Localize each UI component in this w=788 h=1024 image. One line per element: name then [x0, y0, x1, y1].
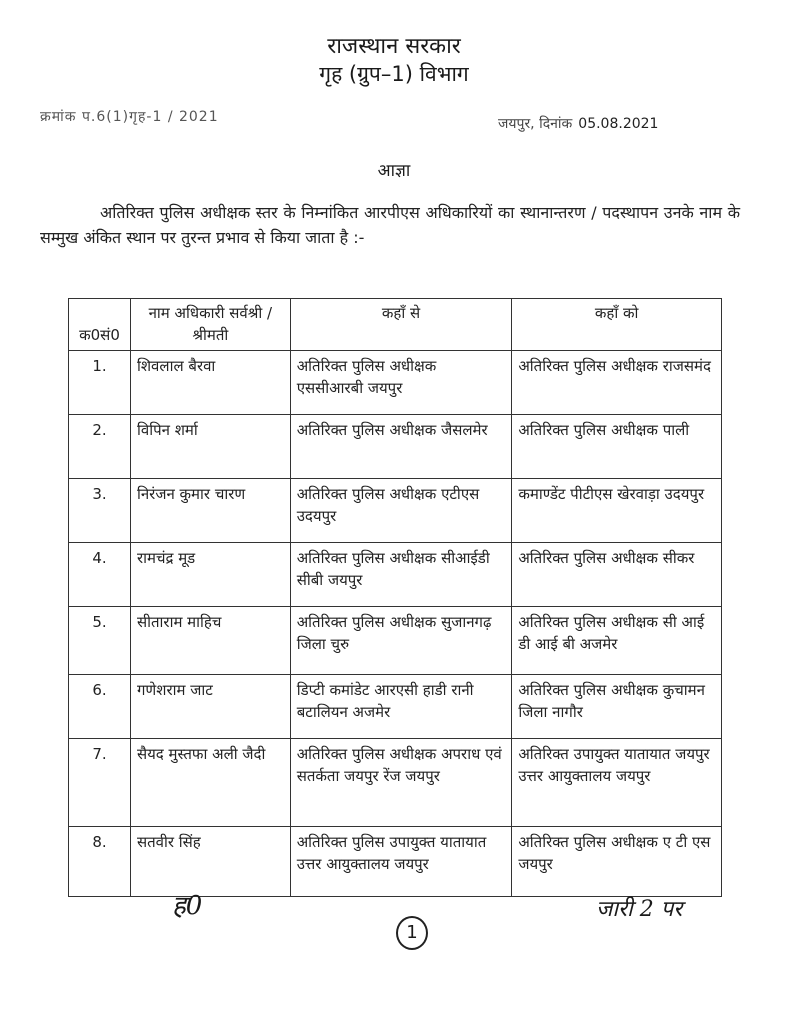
order-date: 05.08.2021	[578, 116, 659, 132]
row-name: सीताराम माहिच	[130, 607, 290, 675]
table-row	[69, 351, 722, 415]
row-to: कमाण्डेंट पीटीएस खेरवाड़ा उदयपुर	[512, 479, 722, 543]
order-title: आज्ञा	[377, 161, 411, 181]
table-row	[69, 479, 722, 543]
row-name: सैयद मुस्तफा अली जैदी	[130, 739, 290, 827]
row-from: अतिरिक्त पुलिस उपायुक्त यातायात उत्तर आयुक्तालय जयपुर	[290, 827, 512, 897]
row-to: अतिरिक्त पुलिस अधीक्षक कुचामन जिला नागौर	[512, 675, 722, 739]
page-number: 1	[396, 916, 428, 950]
table-row	[69, 675, 722, 739]
header-serial: क0सं0	[69, 299, 131, 351]
row-from: अतिरिक्त पुलिस अधीक्षक एससीआरबी जयपुर	[290, 351, 512, 415]
row-from: अतिरिक्त पुलिस अधीक्षक जैसलमेर	[290, 415, 512, 479]
row-name: निरंजन कुमार चारण	[130, 479, 290, 543]
place-label: जयपुर, दिनांक	[498, 116, 573, 132]
table-row	[69, 607, 722, 675]
table-row	[69, 827, 722, 897]
row-to: अतिरिक्त पुलिस अधीक्षक सीकर	[512, 543, 722, 607]
row-to: अतिरिक्त पुलिस अधीक्षक ए टी एस जयपुर	[512, 827, 722, 897]
row-from: अतिरिक्त पुलिस अधीक्षक एटीएस उदयपुर	[290, 479, 512, 543]
row-to: अतिरिक्त पुलिस अधीक्षक राजसमंद	[512, 351, 722, 415]
table-header-row	[69, 299, 722, 351]
row-serial: 7.	[69, 739, 131, 827]
table-row	[69, 543, 722, 607]
row-from: डिप्टी कमांडेट आरएसी हाडी रानी बटालियन अजमेर	[290, 675, 512, 739]
row-serial: 8.	[69, 827, 131, 897]
signature: ह0	[172, 891, 203, 921]
continued-note: जारी 2 पर	[596, 897, 683, 922]
transfer-table	[68, 298, 722, 897]
row-serial: 4.	[69, 543, 131, 607]
table-row	[69, 415, 722, 479]
table-row	[69, 739, 722, 827]
row-name: गणेशराम जाट	[130, 675, 290, 739]
government-heading: राजस्थान सरकार	[327, 34, 461, 59]
place-date	[498, 114, 658, 133]
row-name: सतवीर सिंह	[130, 827, 290, 897]
header-to: कहाँ को	[512, 299, 722, 351]
reference-number: क्रमांक प.6(1)गृह-1 / 2021	[40, 109, 219, 125]
department-heading: गृह (ग्रुप–1) विभाग	[319, 62, 469, 86]
row-from: अतिरिक्त पुलिस अधीक्षक सुजानगढ़ जिला चुरु	[290, 607, 512, 675]
row-serial: 3.	[69, 479, 131, 543]
header-from: कहाँ से	[290, 299, 512, 351]
row-from: अतिरिक्त पुलिस अधीक्षक सीआईडी सीबी जयपुर	[290, 543, 512, 607]
row-name: रामचंद्र मूड	[130, 543, 290, 607]
header-name: नाम अधिकारी सर्वश्री / श्रीमती	[130, 299, 290, 351]
row-name: विपिन शर्मा	[130, 415, 290, 479]
row-serial: 2.	[69, 415, 131, 479]
row-to: अतिरिक्त पुलिस अधीक्षक सी आई डी आई बी अजमेर	[512, 607, 722, 675]
order-body-text: अतिरिक्त पुलिस अधीक्षक स्तर के निम्नांकित आरपीएस अधिकारियों का स्थानान्तरण / पदस्थापन उनके नाम के सम्मुख अंकित स्थान पर तुरन्त प्रभाव से किया जाता है :-	[40, 203, 740, 247]
row-to: अतिरिक्त पुलिस अधीक्षक पाली	[512, 415, 722, 479]
row-to: अतिरिक्त उपायुक्त यातायात जयपुर उत्तर आयुक्तालय जयपुर	[512, 739, 722, 827]
row-name: शिवलाल बैरवा	[130, 351, 290, 415]
row-serial: 1.	[69, 351, 131, 415]
row-from: अतिरिक्त पुलिस अधीक्षक अपराध एवं सतर्कता जयपुर रेंज जयपुर	[290, 739, 512, 827]
row-serial: 6.	[69, 675, 131, 739]
row-serial: 5.	[69, 607, 131, 675]
